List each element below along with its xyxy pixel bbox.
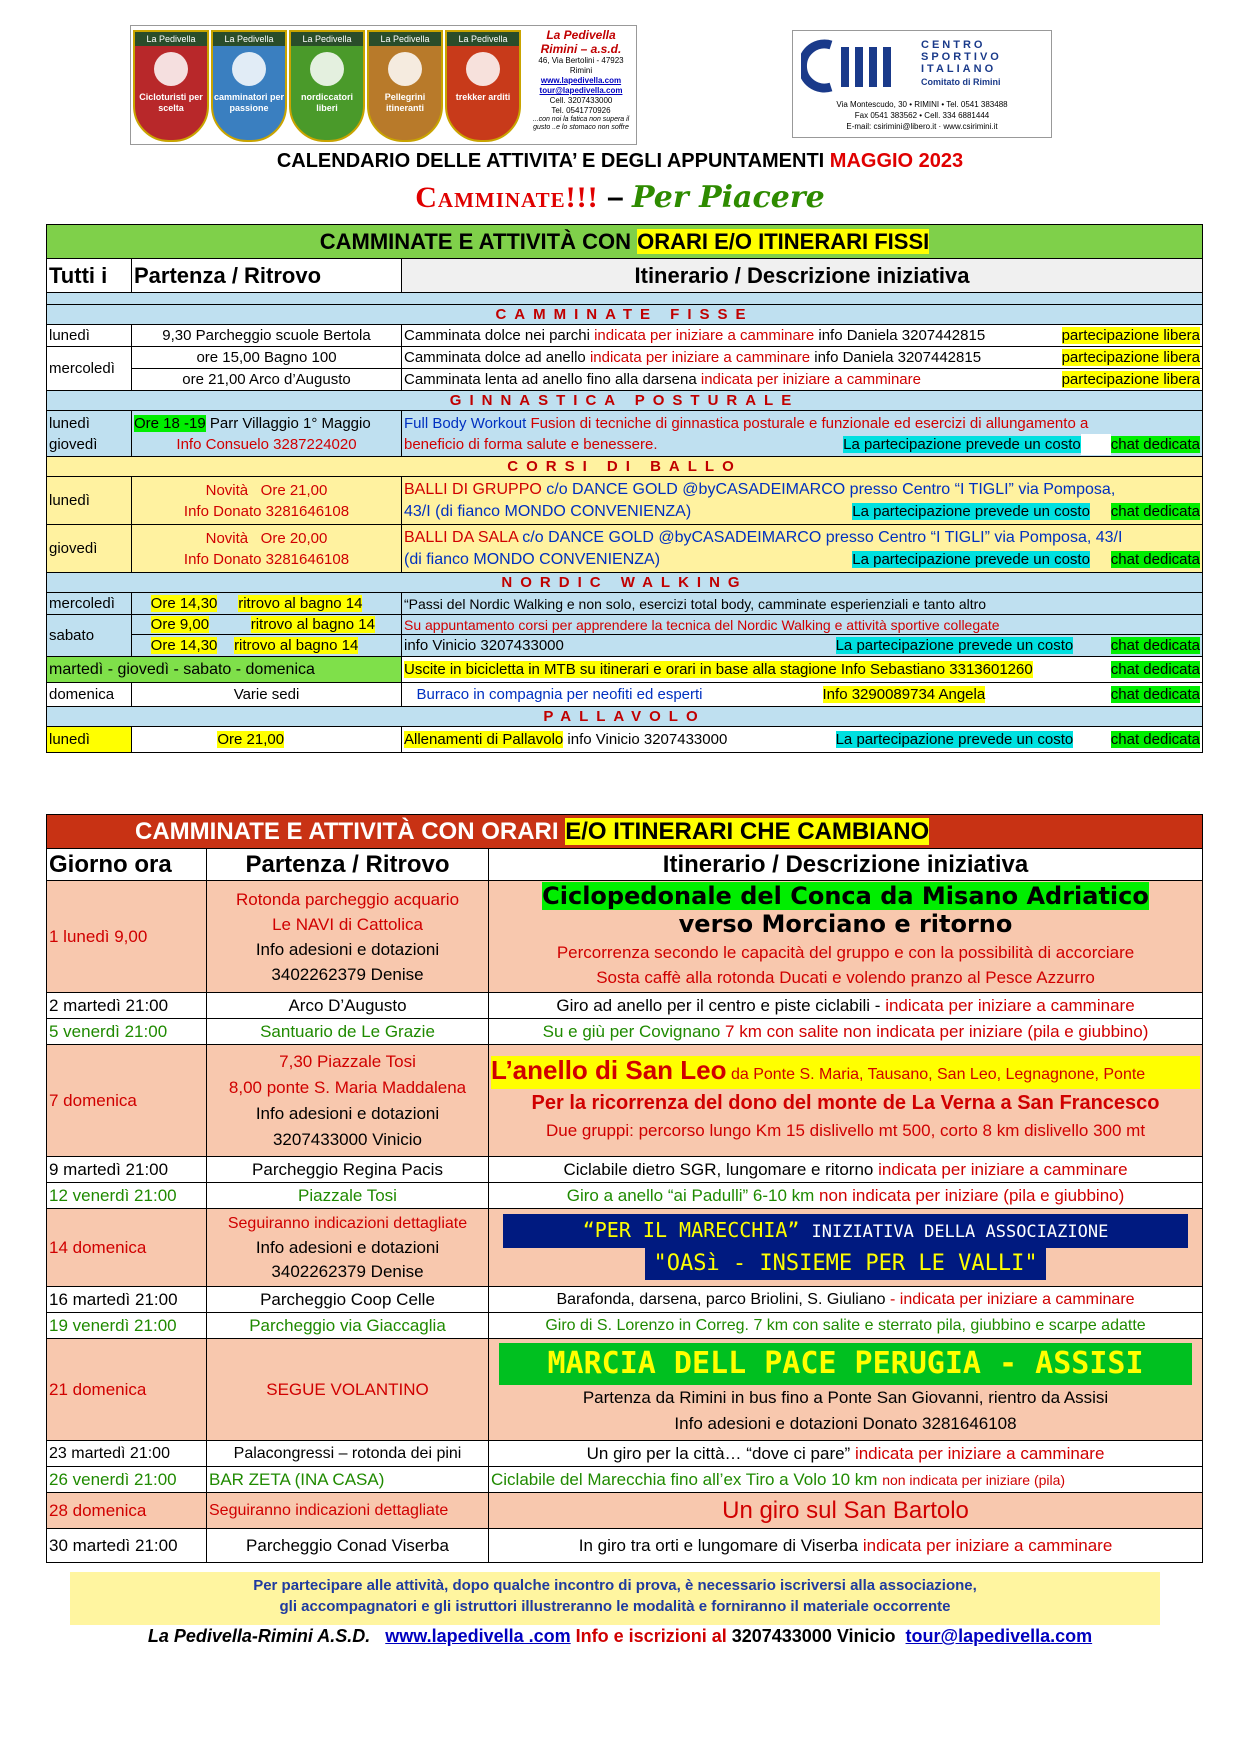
desc-text: Allenamenti di Pallavolo bbox=[404, 731, 564, 748]
start-cell bbox=[132, 411, 402, 457]
info-text: Info Donato 3281646108 bbox=[183, 550, 350, 568]
table-row bbox=[47, 525, 1203, 573]
chat-badge[interactable]: chat dedicata bbox=[1110, 661, 1201, 678]
table-row bbox=[47, 683, 1203, 707]
event-desc: Partenza da Rimini in bus fino a Ponte San Giovanni, rientro da Assisi bbox=[582, 1387, 1109, 1407]
variable-activities-table bbox=[46, 814, 1203, 1563]
cost-badge: La partecipazione prevede un costo bbox=[835, 637, 1074, 654]
start-cell bbox=[132, 727, 402, 753]
desc-text: Burraco in compagnia per neofiti ed esperti bbox=[416, 686, 703, 703]
section-row bbox=[47, 573, 1203, 593]
start-cell: Varie sedi bbox=[132, 683, 402, 707]
col-header-giorno: Tutti i bbox=[47, 259, 132, 293]
desc-highlight: non indicata per iniziare (pila e giubbino) bbox=[819, 1185, 1125, 1205]
day-cell: 30 martedì 21:00 bbox=[47, 1529, 207, 1563]
start-cell: Palacongressi – rotonda dei pini bbox=[207, 1441, 489, 1467]
mtb-days-cell: martedì - giovedì - sabato - domenica bbox=[47, 657, 402, 683]
section-row bbox=[47, 457, 1203, 477]
walker-icon bbox=[232, 52, 266, 86]
fixed-header-row bbox=[47, 259, 1203, 293]
day-cell: lunedì bbox=[47, 325, 132, 347]
time-badge: Ore 21,00 bbox=[217, 731, 285, 748]
page-title bbox=[0, 150, 1240, 173]
desc-cell bbox=[489, 1339, 1203, 1441]
table-row bbox=[47, 1045, 1203, 1157]
logo-shield-1 bbox=[133, 30, 209, 142]
section-ballo: CORSI DI BALLO bbox=[47, 457, 1203, 477]
event-desc: Percorrenza secondo le capacità del gruppo e con la possibilità di accorciare bbox=[556, 942, 1135, 962]
info-badge: Info 3290089734 Angela bbox=[822, 686, 986, 703]
start-cell: Parcheggio Conad Viserba bbox=[207, 1529, 489, 1563]
start-cell: SEGUE VOLANTINO bbox=[207, 1339, 489, 1441]
desc-highlight: - indicata per iniziare a camminare bbox=[890, 1290, 1135, 1308]
desc-cell bbox=[489, 1467, 1203, 1493]
desc-text: Uscite in bicicletta in MTB su itinerari e orari in base alla stagione Info Sebastiano 3313601260 bbox=[404, 661, 1033, 678]
col-header-giorno: Giorno ora bbox=[47, 849, 207, 881]
desc-cell: “Passi del Nordic Walking e non solo, esercizi total body, camminate esperienziali e tanto altro bbox=[402, 593, 1203, 615]
desc-text: Un giro per la città… “dove ci pare” bbox=[586, 1443, 855, 1463]
event-desc: Sosta caffè alla rotonda Ducati e volendo pranzo al Pesce Azzurro bbox=[596, 967, 1095, 987]
csi-address: Via Montescudo, 30 • RIMINI • Tel. 0541 383488 bbox=[836, 100, 1008, 109]
csi-name bbox=[921, 39, 1002, 75]
start-line: 8,00 ponte S. Maria Maddalena bbox=[228, 1077, 467, 1097]
day-cell: 16 martedì 21:00 bbox=[47, 1287, 207, 1313]
csi-name-line: CENTRO bbox=[921, 39, 986, 51]
col-header-partenza: Partenza / Ritrovo bbox=[207, 849, 489, 881]
desc-text: 43/I (di fianco MONDO CONVENIENZA) bbox=[404, 502, 692, 520]
new-label: Novità bbox=[205, 529, 249, 547]
footer-contact bbox=[0, 1626, 1240, 1647]
start-line: 7,30 Piazzale Tosi bbox=[279, 1051, 416, 1071]
desc-cell bbox=[402, 369, 1203, 391]
table-row bbox=[47, 411, 1203, 457]
desc-cell bbox=[489, 1529, 1203, 1563]
desc-text: Ciclabile del Marecchia fino all’ex Tiro a Volo 10 km bbox=[491, 1469, 883, 1489]
time-badge: Ore 9,00 bbox=[150, 616, 210, 633]
title-main: CALENDARIO DELLE ATTIVITA’ E DEGLI APPUNTAMENTI bbox=[276, 150, 830, 172]
footer-phone: 3207433000 Vinicio bbox=[731, 1626, 896, 1646]
info-text: info Vinicio 3207433000 bbox=[404, 637, 564, 654]
logo-shield-top: La Pedivella bbox=[213, 32, 285, 46]
pedivella-email-link[interactable]: tour@lapedivella.com bbox=[539, 86, 623, 95]
csi-comitato: Comitato di Rimini bbox=[921, 77, 1001, 87]
csi-logo-icon bbox=[801, 39, 901, 93]
event-route: da Ponte S. Maria, Tausano, San Leo, Legnagnone, Ponte bbox=[726, 1066, 1146, 1083]
day-cell: 23 martedì 21:00 bbox=[47, 1441, 207, 1467]
desc-cell bbox=[489, 1019, 1203, 1045]
variable-banner-a: CAMMINATE E ATTIVITÀ CON ORARI bbox=[135, 817, 566, 845]
day-cell: mercoledì bbox=[47, 593, 132, 615]
day-line: giovedì bbox=[49, 435, 98, 453]
start-cell: Arco D’Augusto bbox=[207, 993, 489, 1019]
event-title: MARCIA DELL PACE PERUGIA - ASSISI bbox=[499, 1343, 1192, 1385]
event-title: Ciclopedonale del Conca da Misano Adriatico bbox=[542, 881, 1149, 910]
day-cell: 21 domenica bbox=[47, 1339, 207, 1441]
start-cell: BAR ZETA (INA CASA) bbox=[207, 1467, 489, 1493]
day-cell: lunedì bbox=[47, 727, 132, 753]
table-row bbox=[47, 727, 1203, 753]
start-cell bbox=[132, 525, 402, 573]
variable-banner-row bbox=[47, 815, 1203, 849]
fixed-banner bbox=[47, 225, 1203, 259]
desc-highlight: indicata per iniziare a camminare bbox=[700, 371, 921, 388]
csi-logo-panel bbox=[792, 30, 1052, 138]
time-text: Ore 21,00 bbox=[260, 481, 328, 499]
new-label: Novità bbox=[205, 481, 249, 499]
table-row bbox=[47, 881, 1203, 993]
desc-text: Giro a anello “ai Padulli” 6-10 km bbox=[566, 1185, 820, 1205]
spacer-row bbox=[47, 293, 1203, 305]
event-title: verso Morciano e ritorno bbox=[678, 909, 1013, 938]
desc-cell bbox=[402, 657, 1203, 683]
desc-cell: Giro di S. Lorenzo in Correg. 7 km con salite e sterrato pila, giubbino e scarpe adatte bbox=[489, 1313, 1203, 1339]
desc-text: beneficio di forma salute e benessere. bbox=[404, 435, 658, 453]
day-cell: 9 martedì 21:00 bbox=[47, 1157, 207, 1183]
chat-badge[interactable]: chat dedicata bbox=[1110, 686, 1201, 703]
logo-shield-text: Cicloturisti per scelta bbox=[139, 92, 203, 113]
desc-text: Barafonda, darsena, parco Briolini, S. Giuliano bbox=[556, 1290, 890, 1308]
start-line: Seguiranno indicazioni dettagliate bbox=[227, 1214, 468, 1232]
subtitle-per-piacere: Per Piacere bbox=[632, 180, 825, 215]
footer-info-label: Info e iscrizioni al bbox=[570, 1626, 732, 1646]
free-badge: partecipazione libera bbox=[1061, 349, 1201, 366]
fixed-banner-a: CAMMINATE E ATTIVITÀ CON bbox=[319, 228, 638, 254]
desc-cell bbox=[402, 635, 1203, 657]
csi-fax: Fax 0541 383562 • Cell. 334 6881444 bbox=[854, 111, 990, 120]
pedivella-title: La Pedivella bbox=[546, 28, 616, 42]
desc-text: Camminata dolce ad anello bbox=[404, 349, 590, 366]
subtitle-separator: – bbox=[598, 181, 633, 214]
logo-shield-text: camminatori per passione bbox=[213, 92, 285, 113]
logo-shield-text: Pellegrini itineranti bbox=[384, 92, 426, 113]
desc-cell bbox=[402, 325, 1203, 347]
subtitle-camminate: Camminate!!! bbox=[415, 181, 599, 214]
pedivella-site-link[interactable]: www.lapedivella.com bbox=[540, 76, 622, 85]
start-cell bbox=[207, 881, 489, 993]
footer-org: La Pedivella-Rimini A.S.D. bbox=[147, 1626, 371, 1646]
event-desc: Due gruppi: percorso lungo Km 15 dislivello mt 500, corto 8 km dislivello 300 mt bbox=[545, 1121, 1146, 1140]
pedivella-tel: Tel. 0541770926 bbox=[551, 106, 611, 115]
table-row bbox=[47, 1157, 1203, 1183]
day-cell: 2 martedì 21:00 bbox=[47, 993, 207, 1019]
desc-highlight: indicata per iniziare a camminare bbox=[854, 1443, 1105, 1463]
cost-badge: La partecipazione prevede un costo bbox=[835, 731, 1074, 748]
free-badge: partecipazione libera bbox=[1061, 371, 1201, 388]
start-cell bbox=[132, 635, 402, 657]
csi-name-line: ITALIANO bbox=[921, 63, 997, 75]
desc-highlight: indicata per iniziare a camminare bbox=[862, 1535, 1113, 1555]
desc-cell bbox=[489, 881, 1203, 993]
desc-title: Full Body Workout bbox=[404, 414, 531, 432]
table-row bbox=[47, 1287, 1203, 1313]
pedivella-contact-card bbox=[531, 28, 631, 132]
desc-text: (di fianco MONDO CONVENIENZA) bbox=[404, 550, 661, 568]
day-cell: 28 domenica bbox=[47, 1493, 207, 1529]
pedivella-address: 46, Via Bertolini - 47923 Rimini bbox=[538, 56, 624, 75]
desc-info: info Daniela 3207442815 bbox=[810, 349, 982, 366]
desc-highlight: indicata per iniziare a camminare bbox=[594, 327, 815, 344]
logo-shield-top: La Pedivella bbox=[369, 32, 441, 46]
table-row bbox=[47, 1019, 1203, 1045]
desc-cell bbox=[402, 477, 1203, 525]
title-month: MAGGIO 2023 bbox=[829, 150, 964, 172]
section-row bbox=[47, 707, 1203, 727]
time-badge: Ore 14,30 bbox=[150, 595, 218, 612]
logo-shield-top: La Pedivella bbox=[291, 32, 363, 46]
event-title: "OASì - INSIEME PER LE VALLI" bbox=[645, 1248, 1045, 1280]
info-text: Info Donato 3281646108 bbox=[183, 502, 350, 520]
start-cell: Seguiranno indicazioni dettagliate bbox=[207, 1493, 489, 1529]
table-row bbox=[47, 615, 1203, 635]
desc-text: Ciclabile dietro SGR, lungomare e ritorno bbox=[563, 1159, 879, 1179]
cost-badge: La partecipazione prevede un costo bbox=[852, 502, 1090, 520]
desc-cell bbox=[489, 1209, 1203, 1287]
free-badge: partecipazione libera bbox=[1061, 327, 1201, 344]
table-row bbox=[47, 1467, 1203, 1493]
day-cell: 19 venerdì 21:00 bbox=[47, 1313, 207, 1339]
desc-cell bbox=[489, 1441, 1203, 1467]
footer-note-line: Per partecipare alle attività, dopo qualche incontro di prova, è necessario iscriversi alla associazione, bbox=[253, 1577, 977, 1594]
desc-highlight: 7 km con salite non indicata per iniziare (pila e giubbino) bbox=[725, 1021, 1149, 1041]
time-badge: Ore 18 -19 bbox=[134, 414, 206, 432]
info-text: Info Consuelo 3287224020 bbox=[176, 435, 357, 453]
desc-cell bbox=[489, 993, 1203, 1019]
desc-cell bbox=[489, 1157, 1203, 1183]
page-subtitle bbox=[0, 180, 1240, 215]
table-row bbox=[47, 1313, 1203, 1339]
desc-cell bbox=[402, 683, 1203, 707]
footer-site-link[interactable]: www.lapedivella .com bbox=[385, 1626, 571, 1646]
day-cell: 26 venerdì 21:00 bbox=[47, 1467, 207, 1493]
start-line: Info adesioni e dotazioni bbox=[255, 1237, 440, 1257]
spacer-cell bbox=[47, 293, 1203, 305]
start-cell: Santuario de Le Grazie bbox=[207, 1019, 489, 1045]
pedivella-cell: Cell. 3207433000 bbox=[549, 96, 613, 105]
start-line: Info adesioni e dotazioni bbox=[255, 939, 440, 959]
desc-cell bbox=[489, 1183, 1203, 1209]
start-cell: ore 15,00 Bagno 100 bbox=[132, 347, 402, 369]
event-subtitle: INIZIATIVA DELLA ASSOCIAZIONE bbox=[811, 1221, 1109, 1242]
variable-banner bbox=[47, 815, 1203, 849]
start-cell: Parcheggio via Giaccaglia bbox=[207, 1313, 489, 1339]
col-header-itinerario: Itinerario / Descrizione iniziativa bbox=[402, 259, 1203, 293]
section-row bbox=[47, 305, 1203, 325]
desc-text: Camminata lenta ad anello fino alla darsena bbox=[404, 371, 701, 388]
start-cell bbox=[207, 1209, 489, 1287]
desc-text: Fusion di tecniche di ginnastica posturale e funzionale ed esercizi di allungamento a bbox=[530, 414, 1089, 432]
table-row bbox=[47, 1529, 1203, 1563]
place-badge: ritrovo al bagno 14 bbox=[250, 616, 375, 633]
start-cell bbox=[132, 593, 402, 615]
day-cell: 7 domenica bbox=[47, 1045, 207, 1157]
fixed-banner-b: ORARI E/O ITINERARI FISSI bbox=[637, 228, 930, 254]
desc-text: Camminata dolce nei parchi bbox=[404, 327, 595, 344]
fixed-activities-table bbox=[46, 224, 1203, 753]
desc-cell bbox=[402, 411, 1203, 457]
nordic-walker-icon bbox=[310, 52, 344, 86]
place-badge: ritrovo al bagno 14 bbox=[234, 637, 359, 654]
table-row bbox=[47, 657, 1203, 683]
pedivella-subtitle: Rimini – a.s.d. bbox=[540, 42, 622, 56]
start-cell: 9,30 Parcheggio scuole Bertola bbox=[132, 325, 402, 347]
section-camminate-fisse: CAMMINATE FISSE bbox=[47, 305, 1203, 325]
desc-cell bbox=[402, 525, 1203, 573]
day-cell: domenica bbox=[47, 683, 132, 707]
desc-cell: Su appuntamento corsi per apprendere la tecnica del Nordic Walking e attività sportive collegate bbox=[402, 615, 1203, 635]
table-row bbox=[47, 477, 1203, 525]
start-line: 3207433000 Vinicio bbox=[272, 1129, 423, 1149]
day-cell: giovedì bbox=[47, 525, 132, 573]
desc-cell: Un giro sul San Bartolo bbox=[489, 1493, 1203, 1529]
pedivella-logo-panel bbox=[130, 25, 637, 145]
desc-title: BALLI DA SALA bbox=[404, 528, 523, 546]
desc-highlight: non indicata per iniziare (pila) bbox=[882, 1471, 1066, 1488]
cost-badge: La partecipazione prevede un costo bbox=[852, 550, 1090, 568]
day-cell: 5 venerdì 21:00 bbox=[47, 1019, 207, 1045]
start-cell: ore 21,00 Arco d’Augusto bbox=[132, 369, 402, 391]
event-title: “PER IL MARECCHIA” bbox=[582, 1217, 812, 1242]
day-cell: 12 venerdì 21:00 bbox=[47, 1183, 207, 1209]
logo-shield-text: trekker arditi bbox=[455, 92, 511, 102]
day-cell: mercoledì bbox=[47, 347, 132, 391]
day-cell: sabato bbox=[47, 615, 132, 657]
chat-badge[interactable]: chat dedicata bbox=[1110, 435, 1201, 453]
start-cell bbox=[132, 615, 402, 635]
csi-email: E-mail: csirimini@libero.it · www.csirimini.it bbox=[846, 122, 998, 131]
desc-highlight: indicata per iniziare a camminare bbox=[885, 995, 1135, 1015]
table-row bbox=[47, 325, 1203, 347]
desc-cell bbox=[402, 727, 1203, 753]
logo-shield-2 bbox=[211, 30, 287, 142]
desc-highlight: indicata per iniziare a camminare bbox=[878, 1159, 1128, 1179]
event-desc: Info adesioni e dotazioni Donato 3281646108 bbox=[674, 1413, 1017, 1433]
chat-badge[interactable]: chat dedicata bbox=[1110, 502, 1201, 520]
cost-badge: La partecipazione prevede un costo bbox=[843, 435, 1081, 453]
time-text: Ore 20,00 bbox=[260, 529, 328, 547]
section-nordic: NORDIC WALKING bbox=[47, 573, 1203, 593]
desc-text: In giro tra orti e lungomare di Viserba bbox=[578, 1535, 863, 1555]
desc-highlight: indicata per iniziare a camminare bbox=[589, 349, 811, 366]
desc-text: c/o DANCE GOLD @byCASADEIMARCO presso Centro “I TIGLI” via Pomposa, bbox=[546, 480, 1116, 498]
event-desc: Per la ricorrenza del dono del monte de La Verna a San Francesco bbox=[531, 1092, 1160, 1114]
footer-note-line: gli accompagnatori e gli istruttori illustreranno le modalità e forniranno il materiale occorrente bbox=[279, 1598, 951, 1615]
section-ginnastica: GINNASTICA POSTURALE bbox=[47, 391, 1203, 411]
start-line: 3402262379 Denise bbox=[271, 1261, 424, 1281]
logo-shield-top: La Pedivella bbox=[447, 32, 519, 46]
day-cell: 1 lunedì 9,00 bbox=[47, 881, 207, 993]
place-badge: ritrovo al bagno 14 bbox=[238, 595, 363, 612]
logo-shield-3 bbox=[289, 30, 365, 142]
bicycle-icon bbox=[154, 52, 188, 86]
day-cell bbox=[47, 411, 132, 457]
desc-text: Giro ad anello per il centro e piste ciclabili - bbox=[556, 995, 886, 1015]
pedivella-motto: ...con noi la fatica non supera il gusto ..e lo stomaco non soffre bbox=[532, 116, 630, 131]
logo-shield-top: La Pedivella bbox=[135, 32, 207, 46]
col-header-itinerario: Itinerario / Descrizione iniziativa bbox=[489, 849, 1203, 881]
shell-icon bbox=[388, 52, 422, 86]
chat-badge[interactable]: chat dedicata bbox=[1110, 637, 1201, 654]
table-row bbox=[47, 635, 1203, 657]
section-pallavolo: PALLAVOLO bbox=[47, 707, 1203, 727]
desc-text: Su e giù per Covignano bbox=[542, 1021, 726, 1041]
day-line: lunedì bbox=[49, 414, 90, 432]
desc-cell bbox=[489, 1045, 1203, 1157]
start-cell: Parcheggio Coop Celle bbox=[207, 1287, 489, 1313]
start-cell bbox=[132, 477, 402, 525]
start-cell: Parcheggio Regina Pacis bbox=[207, 1157, 489, 1183]
csi-name-line: SPORTIVO bbox=[921, 51, 1002, 63]
table-row bbox=[47, 593, 1203, 615]
start-line: Le NAVI di Cattolica bbox=[272, 914, 423, 934]
start-cell: Piazzale Tosi bbox=[207, 1183, 489, 1209]
table-row bbox=[47, 1209, 1203, 1287]
desc-cell bbox=[402, 347, 1203, 369]
day-cell: lunedì bbox=[47, 477, 132, 525]
table-row bbox=[47, 1339, 1203, 1441]
table-row bbox=[47, 1183, 1203, 1209]
col-header-partenza: Partenza / Ritrovo bbox=[132, 259, 402, 293]
variable-header-row bbox=[47, 849, 1203, 881]
csi-address-block bbox=[797, 99, 1047, 132]
event-title: L’anello di San Leo bbox=[491, 1055, 727, 1085]
desc-info: info Daniela 3207442815 bbox=[814, 327, 986, 344]
chat-badge[interactable]: chat dedicata bbox=[1110, 731, 1201, 748]
trekker-icon bbox=[466, 52, 500, 86]
footer-email-link[interactable]: tour@lapedivella.com bbox=[905, 1626, 1093, 1646]
info-text: info Vinicio 3207433000 bbox=[563, 731, 728, 748]
chat-badge[interactable]: chat dedicata bbox=[1110, 550, 1201, 568]
day-cell: 14 domenica bbox=[47, 1209, 207, 1287]
place-text: Parr Villaggio 1° Maggio bbox=[205, 414, 371, 432]
desc-cell bbox=[489, 1287, 1203, 1313]
desc-text: c/o DANCE GOLD @byCASADEIMARCO presso Centro “I TIGLI” via Pomposa, 43/I bbox=[522, 528, 1123, 546]
logo-shield-4 bbox=[367, 30, 443, 142]
table-row bbox=[47, 347, 1203, 369]
section-row bbox=[47, 391, 1203, 411]
variable-banner-b: E/O ITINERARI CHE CAMBIANO bbox=[565, 817, 930, 845]
table-row bbox=[47, 993, 1203, 1019]
table-row bbox=[47, 369, 1203, 391]
fixed-banner-row bbox=[47, 225, 1203, 259]
start-line: 3402262379 Denise bbox=[271, 964, 424, 984]
start-cell bbox=[207, 1045, 489, 1157]
start-line: Info adesioni e dotazioni bbox=[255, 1103, 440, 1123]
time-badge: Ore 14,30 bbox=[150, 637, 218, 654]
desc-title: BALLI DI GRUPPO bbox=[404, 480, 547, 498]
footer-note bbox=[70, 1572, 1160, 1625]
table-row bbox=[47, 1493, 1203, 1529]
table-row bbox=[47, 1441, 1203, 1467]
logo-shield-5 bbox=[445, 30, 521, 142]
logo-shield-text: nordiccatori liberi bbox=[300, 92, 353, 113]
start-line: Rotonda parcheggio acquario bbox=[235, 889, 460, 909]
